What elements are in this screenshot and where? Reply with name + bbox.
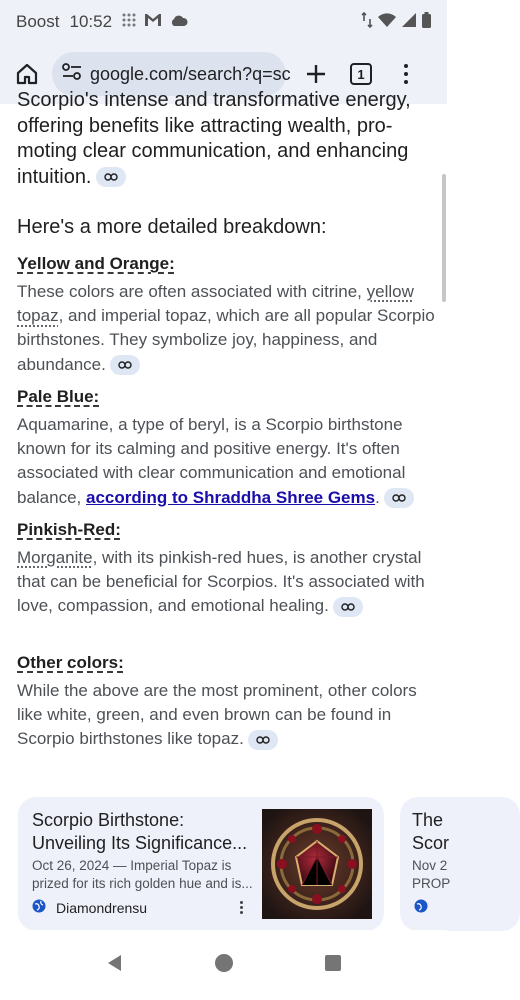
card-title: Scorpio Birthstone: Unveiling Its Significance... — [32, 810, 248, 853]
card-snippet: Oct 26, 2024 — Imperial Topaz is prized for its rich golden hue and is... — [32, 858, 253, 891]
term-yellow-topaz[interactable]: yellow topaz — [17, 282, 414, 326]
globe-icon — [32, 899, 46, 916]
grid-icon — [122, 12, 136, 32]
battery-icon — [422, 12, 431, 33]
link-icon — [104, 173, 118, 181]
source-card[interactable] — [400, 797, 520, 931]
link-chip[interactable] — [384, 488, 414, 508]
carrier-label: Boost — [16, 12, 60, 31]
clock: 10:52 — [69, 12, 113, 31]
paragraph-pinkish-red: Morganite, with its pinkish-red hues, is another crystal that can be beneficial for Scorpios. It's associated with love, compassion, and emotional healing. — [17, 548, 425, 616]
tab-count: 1 — [357, 66, 365, 82]
card-title: The Scor — [412, 810, 450, 853]
card-more-button[interactable] — [236, 899, 246, 915]
system-nav-bar — [0, 930, 447, 1000]
home-icon — [15, 62, 39, 86]
link-chip[interactable] — [333, 597, 363, 617]
card-source — [32, 899, 147, 916]
link-icon — [256, 736, 270, 744]
link-chip[interactable] — [110, 355, 140, 375]
plus-icon — [305, 63, 327, 85]
recents-square-icon — [324, 954, 342, 972]
card-snippet: Nov 2 PROP — [412, 858, 451, 891]
site-settings-icon[interactable] — [62, 63, 82, 86]
term-yellow-orange[interactable]: Yellow and Orange: — [17, 254, 175, 273]
card-source-name: Diamondrensu — [56, 899, 148, 916]
gmail-icon — [144, 12, 162, 32]
paragraph-other-colors: While the above are the most prominent, other colors like white, green, and even brown can be found in Scorpio birthstones like topaz. — [17, 681, 417, 749]
link-icon — [118, 361, 132, 369]
status-bar — [0, 0, 447, 44]
globe-icon — [414, 899, 428, 918]
back-button[interactable] — [105, 953, 125, 978]
home-nav-button[interactable] — [214, 953, 234, 978]
home-button[interactable] — [10, 57, 44, 91]
signal-icon — [402, 13, 416, 32]
scrollbar[interactable] — [442, 174, 446, 302]
back-triangle-icon — [105, 953, 125, 973]
link-icon — [341, 603, 355, 611]
link-chip[interactable] — [96, 167, 126, 187]
term-pale-blue[interactable]: Pale Blue: — [17, 387, 100, 406]
paragraph-pale-blue: Aquamarine, a type of beryl, is a Scorpio birthstone known for its calming and positive energy. It's often associated with clear communication and emotional balance, according to Shraddha Shree Gems. — [17, 413, 435, 510]
data-arrows-icon — [362, 12, 372, 33]
link-icon — [392, 494, 406, 502]
intro-paragraph: Scorpio's intense and transformative energy, offering benefits like attracting wealth, pro- moting clear communication, and enhancing intuition. — [17, 89, 411, 188]
new-tab-button[interactable] — [300, 58, 332, 90]
link-chip[interactable] — [248, 730, 278, 750]
term-morganite[interactable]: Morganite — [17, 548, 93, 567]
paragraph-yellow-orange: These colors are often associated with citrine, yellow topaz, and imperial topaz, which are all popular Scorpio birthstones. They symbolize joy, happiness, and abundance. — [17, 282, 435, 374]
term-other-colors[interactable]: Other colors: — [17, 653, 124, 672]
section-heading: Here's a more detailed breakdown: — [17, 216, 327, 238]
tab-switcher-button[interactable] — [350, 63, 372, 85]
term-pinkish-red[interactable]: Pinkish-Red: — [17, 520, 121, 539]
cloud-icon — [170, 12, 188, 32]
wifi-icon — [378, 13, 396, 32]
source-link-shraddha[interactable]: according to Shraddha Shree Gems — [86, 487, 376, 507]
more-vert-icon — [404, 64, 408, 68]
recents-button[interactable] — [324, 954, 342, 977]
url-text: google.com/search?q=sc — [90, 63, 291, 84]
card-thumbnail — [262, 809, 372, 919]
overflow-menu-button[interactable] — [396, 58, 416, 90]
search-result-content[interactable] — [0, 89, 451, 930]
home-circle-icon — [214, 953, 234, 973]
source-card[interactable] — [18, 797, 384, 931]
